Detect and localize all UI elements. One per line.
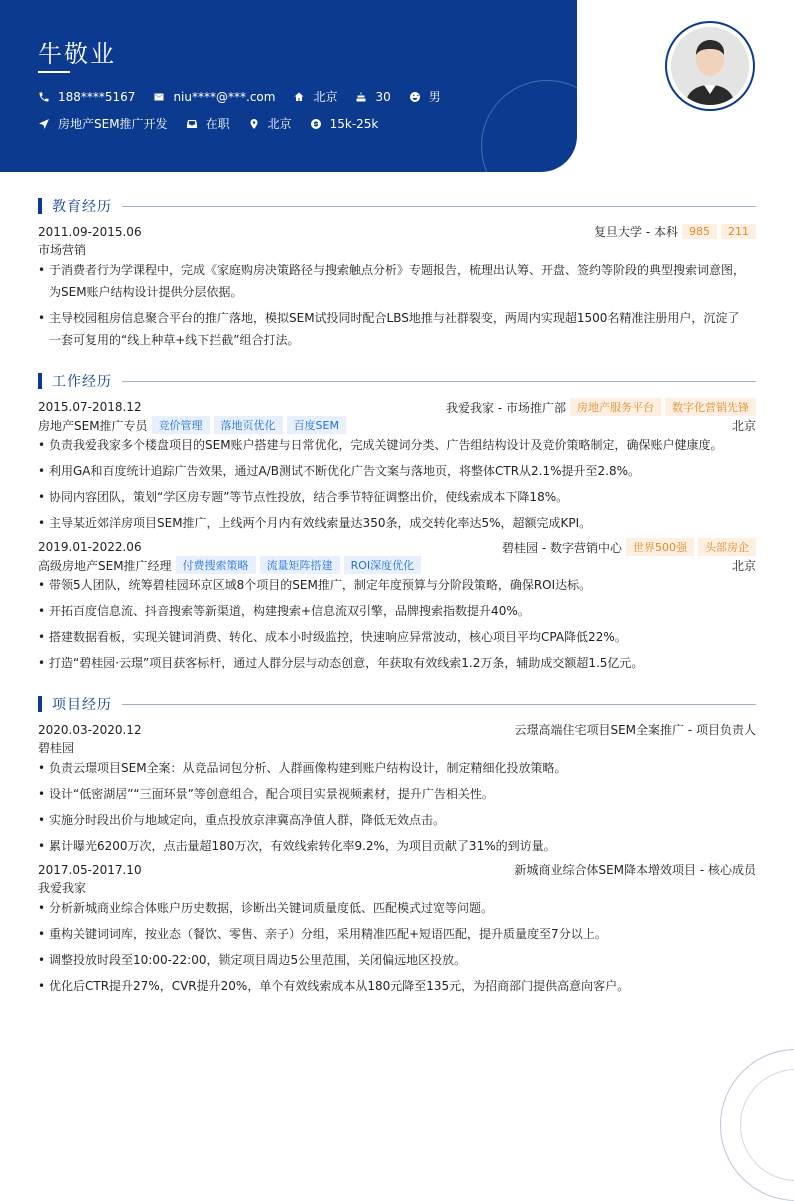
phone-icon bbox=[38, 91, 50, 103]
company-tag: 数字化营销先锋 bbox=[665, 398, 756, 416]
section-education bbox=[38, 196, 756, 216]
home-icon bbox=[293, 91, 305, 103]
salary-text: 15k-25k bbox=[329, 116, 379, 131]
resume-header bbox=[0, 0, 577, 172]
company-tag: 头部房企 bbox=[698, 538, 756, 556]
project-date: 2017.05-2017.10 bbox=[38, 862, 142, 877]
skill-tag: ROI深度优化 bbox=[344, 556, 422, 574]
work-header-row bbox=[38, 538, 756, 556]
email-item bbox=[153, 90, 275, 104]
project-org-row bbox=[38, 739, 756, 756]
project-bullet: • 负责云璟项目SEM全案：从竞品词包分析、人群画像构建到账户结构设计，制定精细化投放策略。 bbox=[38, 757, 750, 779]
work-date: 2015.07-2018.12 bbox=[38, 400, 142, 414]
project-header-row bbox=[38, 721, 756, 738]
project-org: 碧桂园 bbox=[38, 741, 75, 755]
location-text: 北京 bbox=[313, 90, 338, 104]
work-city: 北京 bbox=[731, 558, 756, 573]
work-position-row bbox=[38, 416, 756, 434]
location-item bbox=[293, 88, 337, 105]
name-underline bbox=[38, 71, 70, 73]
skill-tag: 流量矩阵搭建 bbox=[260, 556, 340, 574]
section-project bbox=[38, 694, 756, 714]
smiley-icon bbox=[409, 91, 421, 103]
section-divider bbox=[122, 704, 756, 705]
gender-text: 男 bbox=[428, 90, 441, 104]
education-tag: 211 bbox=[721, 224, 756, 239]
company-tag: 房地产服务平台 bbox=[570, 398, 661, 416]
project-title: 云璟高端住宅项目SEM全案推广 - 项目负责人 bbox=[514, 723, 756, 737]
work-bullet: • 开拓百度信息流、抖音搜索等新渠道，构建搜索+信息流双引擎，品牌搜索指数提升40%。 bbox=[38, 600, 750, 622]
mail-icon bbox=[153, 91, 165, 103]
skill-tag: 付费搜索策略 bbox=[176, 556, 256, 574]
project-org-row bbox=[38, 879, 756, 896]
work-position: 房地产SEM推广专员 bbox=[38, 418, 148, 433]
avatar bbox=[665, 21, 755, 111]
job-intention-row bbox=[38, 115, 396, 132]
work-bullet: • 带领5人团队，统筹碧桂园环京区域8个项目的SEM推广，制定年度预算与分阶段策略，确保ROI达标。 bbox=[38, 574, 750, 596]
company-tag: 世界500强 bbox=[626, 538, 694, 556]
education-bullet: • 主导校园租房信息聚合平台的推广落地，模拟SEM试投同时配合LBS地推与社群裂变，两周内实现超1500名精准注册用户，沉淀了一套可复用的“线上种草+线下拦截”组合打法。 bbox=[38, 307, 750, 351]
salary-item bbox=[310, 117, 379, 131]
work-position: 高级房地产SEM推广经理 bbox=[38, 558, 172, 573]
section-title-work: 工作经历 bbox=[52, 374, 112, 390]
education-school: 复旦大学 - 本科 bbox=[594, 225, 678, 239]
education-header-row bbox=[38, 223, 756, 240]
project-date: 2020.03-2020.12 bbox=[38, 722, 142, 737]
email-text: niu****@***.com bbox=[173, 89, 276, 104]
education-date: 2011.09-2015.06 bbox=[38, 224, 142, 239]
work-company: 我爱我家 - 市场推广部 bbox=[446, 400, 566, 415]
project-header-row bbox=[38, 861, 756, 878]
target-city-text: 北京 bbox=[267, 117, 292, 131]
project-bullet: • 分析新城商业综合体账户历史数据，诊断出关键词质量度低、匹配模式过宽等问题。 bbox=[38, 897, 750, 919]
section-work bbox=[38, 371, 756, 391]
avatar-photo bbox=[671, 27, 749, 105]
project-bullet: • 实施分时段出价与地域定向，重点投放京津冀高净值人群，降低无效点击。 bbox=[38, 809, 750, 831]
project-bullet: • 设计“低密湖居”“三面环景”等创意组合，配合项目实景视频素材，提升广告相关性。 bbox=[38, 783, 750, 805]
status-item bbox=[186, 115, 230, 132]
section-marker bbox=[38, 373, 42, 389]
target-job-text: 房地产SEM推广开发 bbox=[58, 117, 168, 131]
work-city: 北京 bbox=[731, 418, 756, 433]
education-tag: 985 bbox=[682, 224, 717, 239]
work-header-row bbox=[38, 398, 756, 416]
candidate-name: 牛敬业 bbox=[38, 40, 116, 68]
project-org: 我爱我家 bbox=[38, 881, 87, 895]
section-marker bbox=[38, 696, 42, 712]
skill-tag: 百度SEM bbox=[287, 416, 346, 434]
education-major: 市场营销 bbox=[38, 243, 87, 257]
age-text: 30 bbox=[375, 89, 391, 104]
gender-item bbox=[409, 88, 441, 105]
work-bullet: • 打造“碧桂园·云璟”项目获客标杆，通过人群分层与动态创意，年获取有效线索1.2万条，辅助成交额超1.5亿元。 bbox=[38, 652, 750, 674]
work-bullet: • 负责我爱我家多个楼盘项目的SEM账户搭建与日常优化，完成关键词分类、广告组结构设计及竞价策略制定，确保账户健康度。 bbox=[38, 434, 750, 456]
work-bullet: • 协同内容团队，策划“学区房专题”等节点性投放，结合季节特征调整出价，使线索成本下降18%。 bbox=[38, 486, 750, 508]
skill-tag: 落地页优化 bbox=[214, 416, 283, 434]
project-bullet: • 重构关键词词库，按业态（餐饮、零售、亲子）分组，采用精准匹配+短语匹配，提升质量度至7分以上。 bbox=[38, 923, 750, 945]
cake-icon bbox=[355, 91, 367, 103]
money-icon bbox=[310, 118, 322, 130]
target-city-item bbox=[248, 115, 292, 132]
decorative-circle bbox=[481, 80, 577, 172]
target-job-item bbox=[38, 115, 168, 132]
work-bullet: • 主导某近郊洋房项目SEM推广，上线两个月内有效线索量达350条，成交转化率达5%，超额完成KPI。 bbox=[38, 512, 750, 534]
work-date: 2019.01-2022.06 bbox=[38, 540, 142, 554]
section-title-project: 项目经历 bbox=[52, 697, 112, 713]
inbox-icon bbox=[186, 118, 198, 130]
work-bullet: • 搭建数据看板，实现关键词消费、转化、成本小时级监控，快速响应异常波动，核心项目平均CPA降低22%。 bbox=[38, 626, 750, 648]
person-icon bbox=[671, 27, 749, 105]
section-title-education: 教育经历 bbox=[52, 199, 112, 215]
section-marker bbox=[38, 198, 42, 214]
contact-row bbox=[38, 88, 459, 105]
project-bullet: • 累计曝光6200万次，点击量超180万次，有效线索转化率9.2%，为项目贡献了31%的到访量。 bbox=[38, 835, 750, 857]
phone-item bbox=[38, 90, 135, 104]
age-item bbox=[355, 90, 390, 104]
project-title: 新城商业综合体SEM降本增效项目 - 核心成员 bbox=[514, 863, 756, 877]
work-position-row bbox=[38, 556, 756, 574]
education-major-row bbox=[38, 241, 756, 258]
work-bullet: • 利用GA和百度统计追踪广告效果，通过A/B测试不断优化广告文案与落地页，将整体CTR从2.1%提升至2.8%。 bbox=[38, 460, 750, 482]
section-divider bbox=[122, 381, 756, 382]
project-bullet: • 优化后CTR提升27%，CVR提升20%，单个有效线索成本从180元降至135元，为招商部门提供高意向客户。 bbox=[38, 975, 750, 997]
education-bullet: • 于消费者行为学课程中，完成《家庭购房决策路径与搜索触点分析》专题报告，梳理出认筹、开盘、签约等阶段的典型搜索词意图，为SEM账户结构设计提供分层依据。 bbox=[38, 259, 750, 303]
work-company: 碧桂园 - 数字营销中心 bbox=[502, 540, 622, 555]
skill-tag: 竞价管理 bbox=[152, 416, 210, 434]
phone-text: 188****5167 bbox=[58, 89, 136, 104]
project-bullet: • 调整投放时段至10:00-22:00，锁定项目周边5公里范围，关闭偏远地区投放。 bbox=[38, 949, 750, 971]
status-text: 在职 bbox=[205, 117, 230, 131]
pin-icon bbox=[248, 118, 260, 130]
send-icon bbox=[38, 118, 50, 130]
section-divider bbox=[122, 206, 756, 207]
